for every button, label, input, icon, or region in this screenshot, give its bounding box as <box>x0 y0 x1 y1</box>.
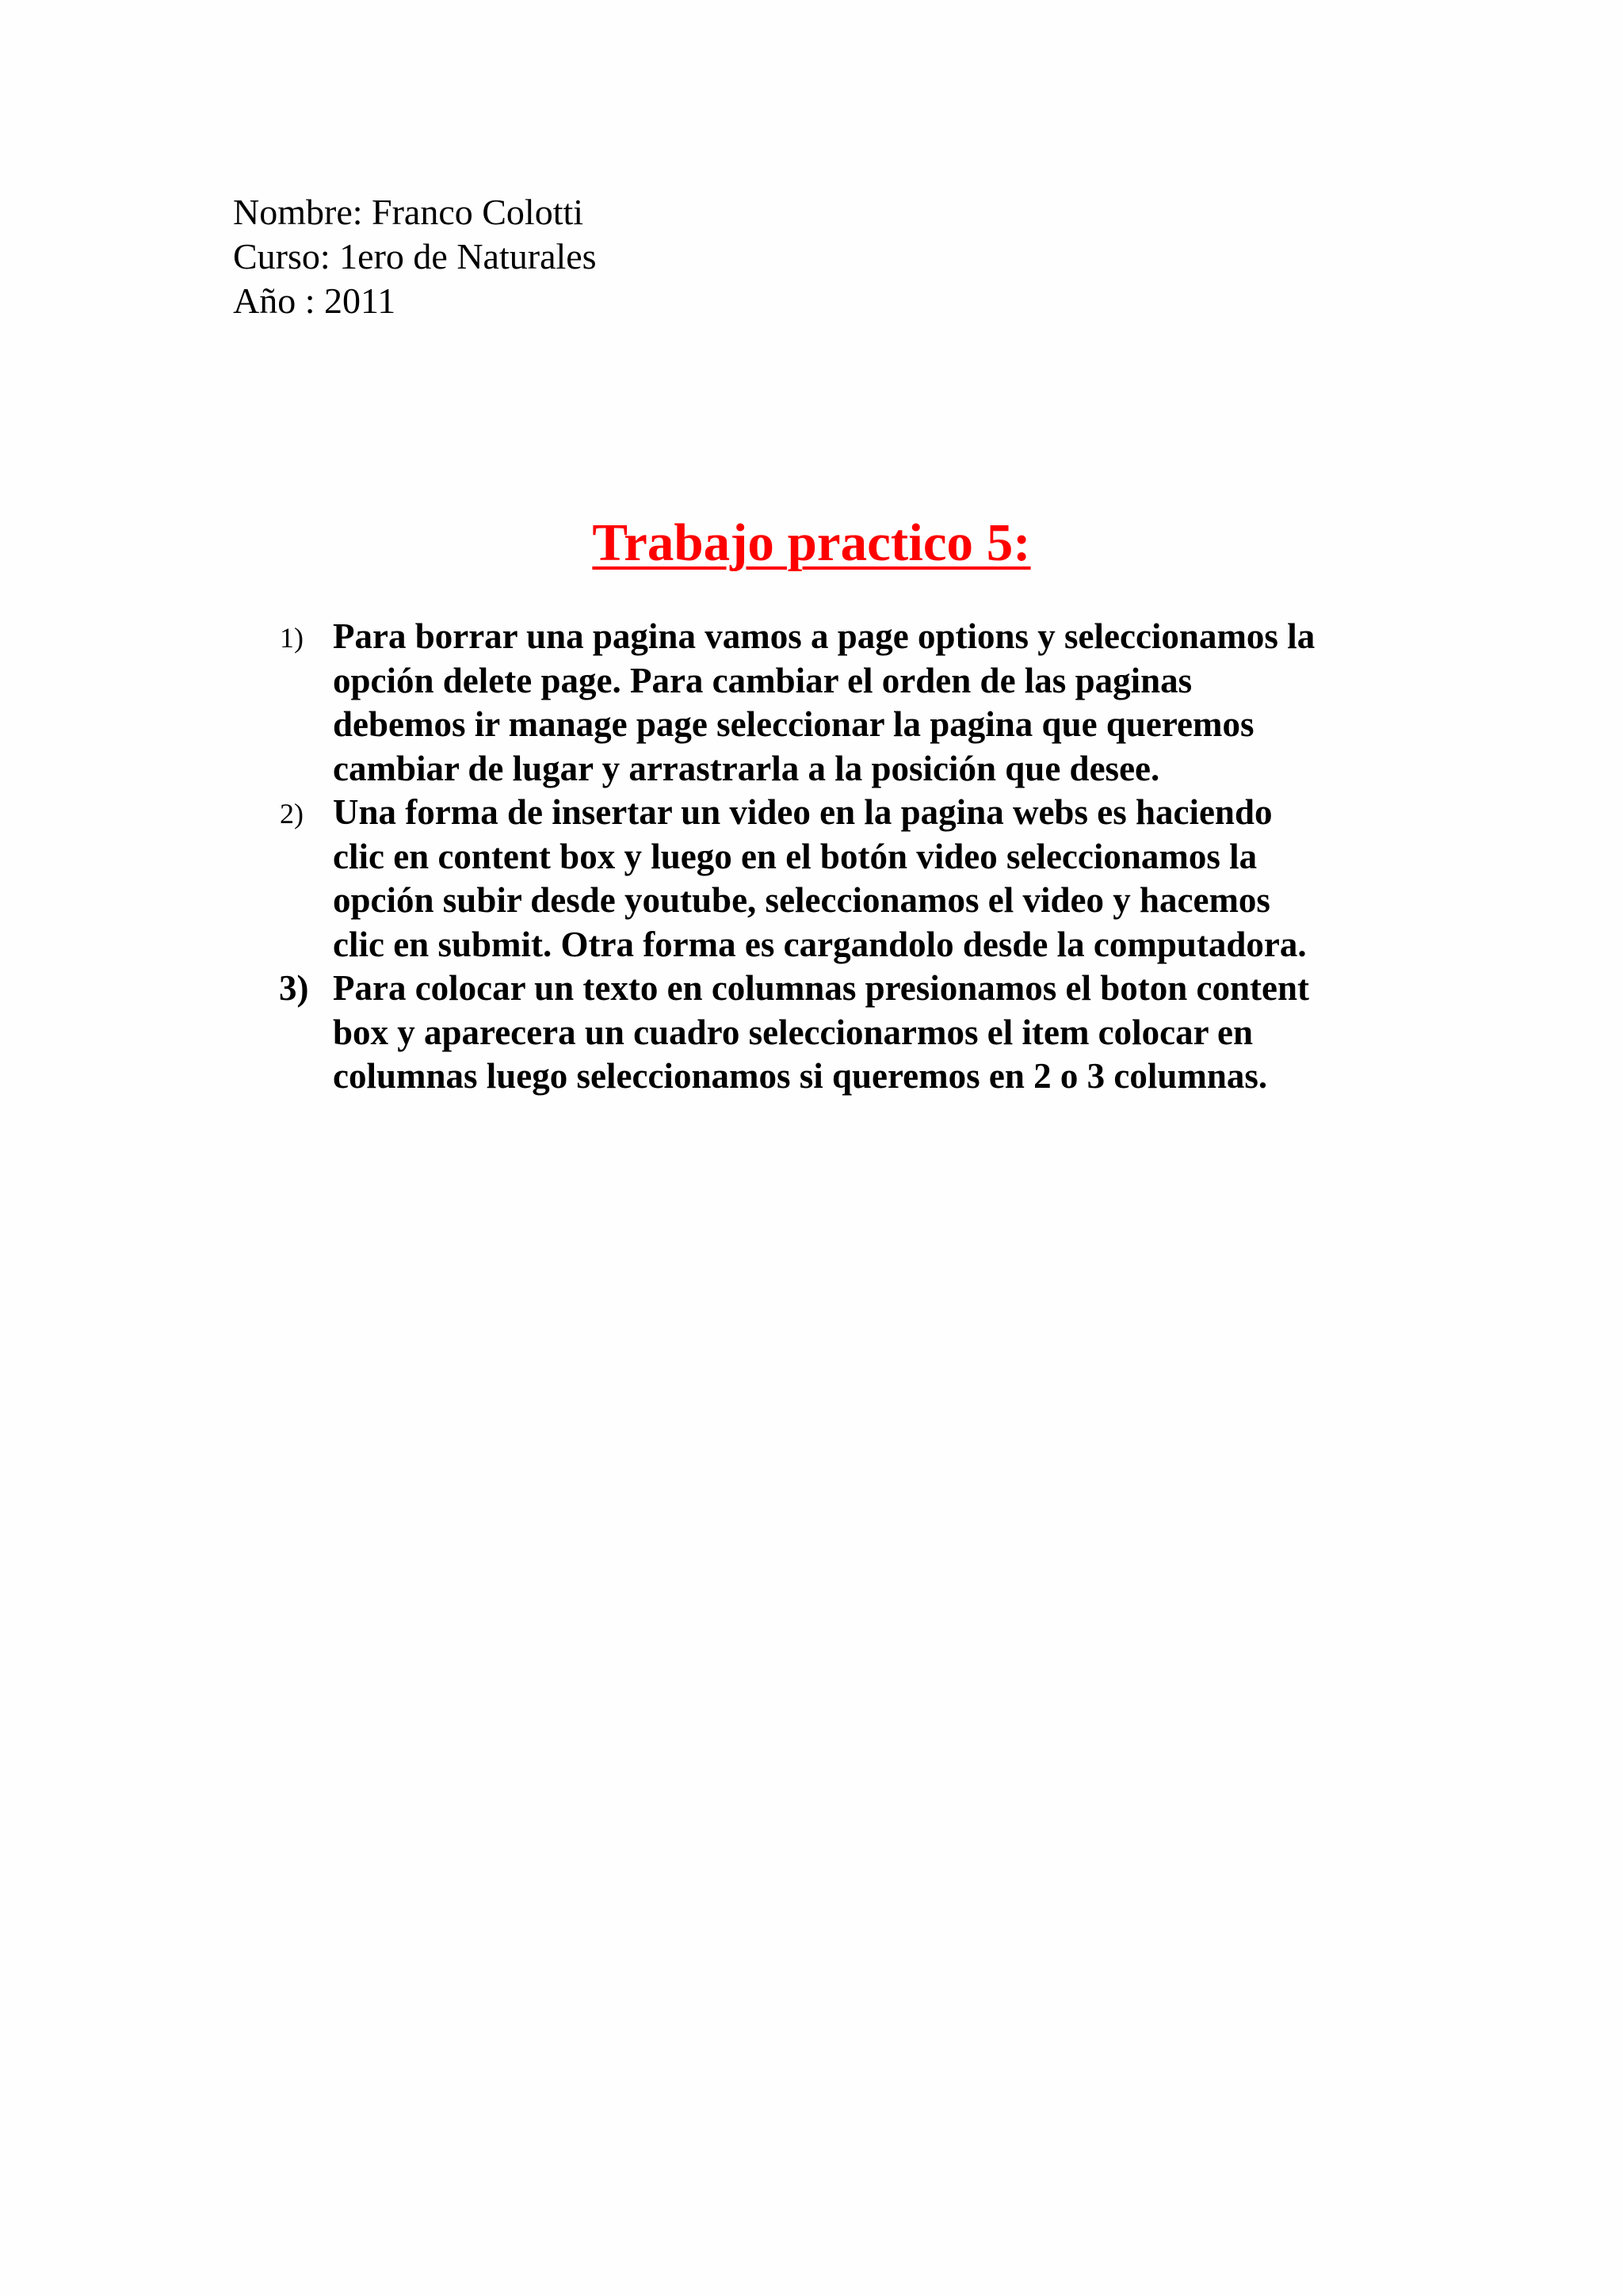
item-text-line: box y aparecera un cuadro seleccionarmos el item colocar en <box>333 1012 1254 1052</box>
item-text-line: Para borrar una pagina vamos a page options y seleccionamos la <box>333 616 1316 656</box>
document-title: Trabajo practico 5: <box>592 513 1031 572</box>
item-text-line: cambiar de lugar y arrastrarla a la posición que desee. <box>333 748 1160 788</box>
course-line: Curso: 1ero de Naturales <box>233 236 597 277</box>
item-text-line: opción delete page. Para cambiar el orden de las paginas <box>333 660 1193 700</box>
item-text-line: clic en content box y luego en el botón video seleccionamos la <box>333 836 1258 876</box>
document-title-block <box>0 513 1623 574</box>
student-header <box>233 190 597 323</box>
item-text-line: columnas luego seleccionamos si queremos en 2 o 3 columnas. <box>333 1056 1268 1096</box>
list-item <box>277 791 1434 967</box>
student-name-line: Nombre: Franco Colotti <box>233 192 584 232</box>
item-number: 2) <box>280 798 304 830</box>
year-line: Año : 2011 <box>233 280 396 321</box>
item-text-line: opción subir desde youtube, seleccionamos el video y hacemos <box>333 880 1270 920</box>
list-item <box>277 967 1434 1099</box>
list-item <box>277 615 1434 791</box>
item-text-line: debemos ir manage page seleccionar la pagina que queremos <box>333 704 1254 744</box>
item-number: 1) <box>280 622 304 654</box>
item-number: 3) <box>279 968 309 1008</box>
item-text-line: Para colocar un texto en columnas presionamos el boton content <box>333 968 1310 1008</box>
answers-list <box>277 615 1434 1099</box>
item-text-line: clic en submit. Otra forma es cargandolo desde la computadora. <box>333 924 1307 964</box>
item-text-line: Una forma de insertar un video en la pagina webs es haciendo <box>333 792 1273 832</box>
